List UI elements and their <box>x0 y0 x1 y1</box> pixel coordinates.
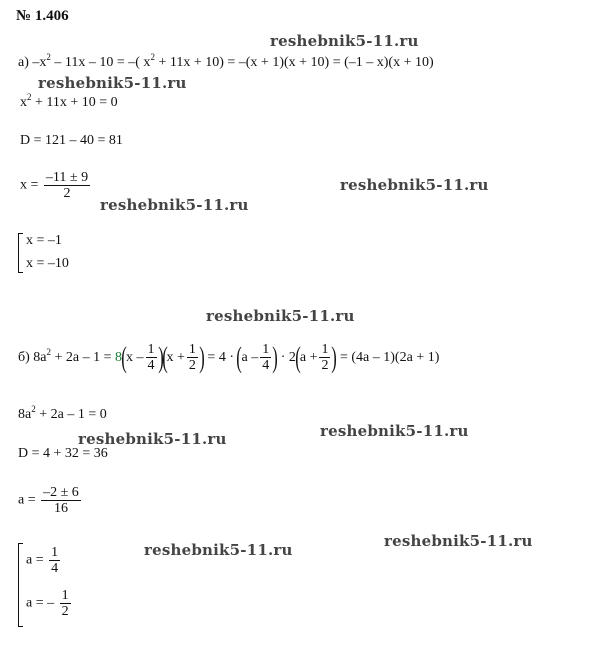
part-b-factorization: б) $8a^2 + 2a - 1 = 8(x$ – $\frac{1}{4}$ )(x + $\frac{1}{2}$ ) = 4 · (a – $\frac{1}{4}$ ) · 2(a + $\frac{1}{2}$ ) = (4a – 1)(2a + 1) <box>18 340 440 374</box>
watermark: reshebnik5-11.ru <box>144 541 293 559</box>
part-b-root-2: a = – $\frac{1}{2}$ <box>26 588 69 619</box>
watermark: reshebnik5-11.ru <box>100 196 249 214</box>
watermark: reshebnik5-11.ru <box>206 307 355 325</box>
system-bracket <box>18 233 23 273</box>
part-b-root-formula: a = $\frac{-2 \pm 6}{16}$ <box>18 485 79 516</box>
system-bracket <box>18 543 23 627</box>
part-a-discriminant: D = 121 – 40 = 81 <box>20 133 123 148</box>
watermark: reshebnik5-11.ru <box>38 74 187 92</box>
watermark: reshebnik5-11.ru <box>340 176 489 194</box>
part-a-root-formula: x = $\frac{-11 \pm 9}{2}$ <box>20 170 89 201</box>
watermark: reshebnik5-11.ru <box>384 532 533 550</box>
part-a-root-2: x = –10 <box>26 256 69 271</box>
part-a-equation: $x^2 + 11x + 10 = 0$ <box>20 92 118 110</box>
part-b-root-1: a = $\frac{1}{4}$ <box>26 545 59 576</box>
part-a-root-1: x = –1 <box>26 233 62 248</box>
watermark: reshebnik5-11.ru <box>320 422 469 440</box>
part-b-discriminant: D = 4 + 32 = 36 <box>18 446 108 461</box>
problem-number: № 1.406 <box>16 8 69 24</box>
part-b-equation: $8a^2 + 2a - 1 = 0$ <box>18 404 107 422</box>
watermark: reshebnik5-11.ru <box>78 430 227 448</box>
watermark: reshebnik5-11.ru <box>270 32 419 50</box>
part-a-factorization: а) $-x^2 - 11x - 10$ = –( $x^2 + 11x + 10) = -(x + 1)(x + 10) = (-1 - x)(x + 10)$ <box>18 52 434 70</box>
